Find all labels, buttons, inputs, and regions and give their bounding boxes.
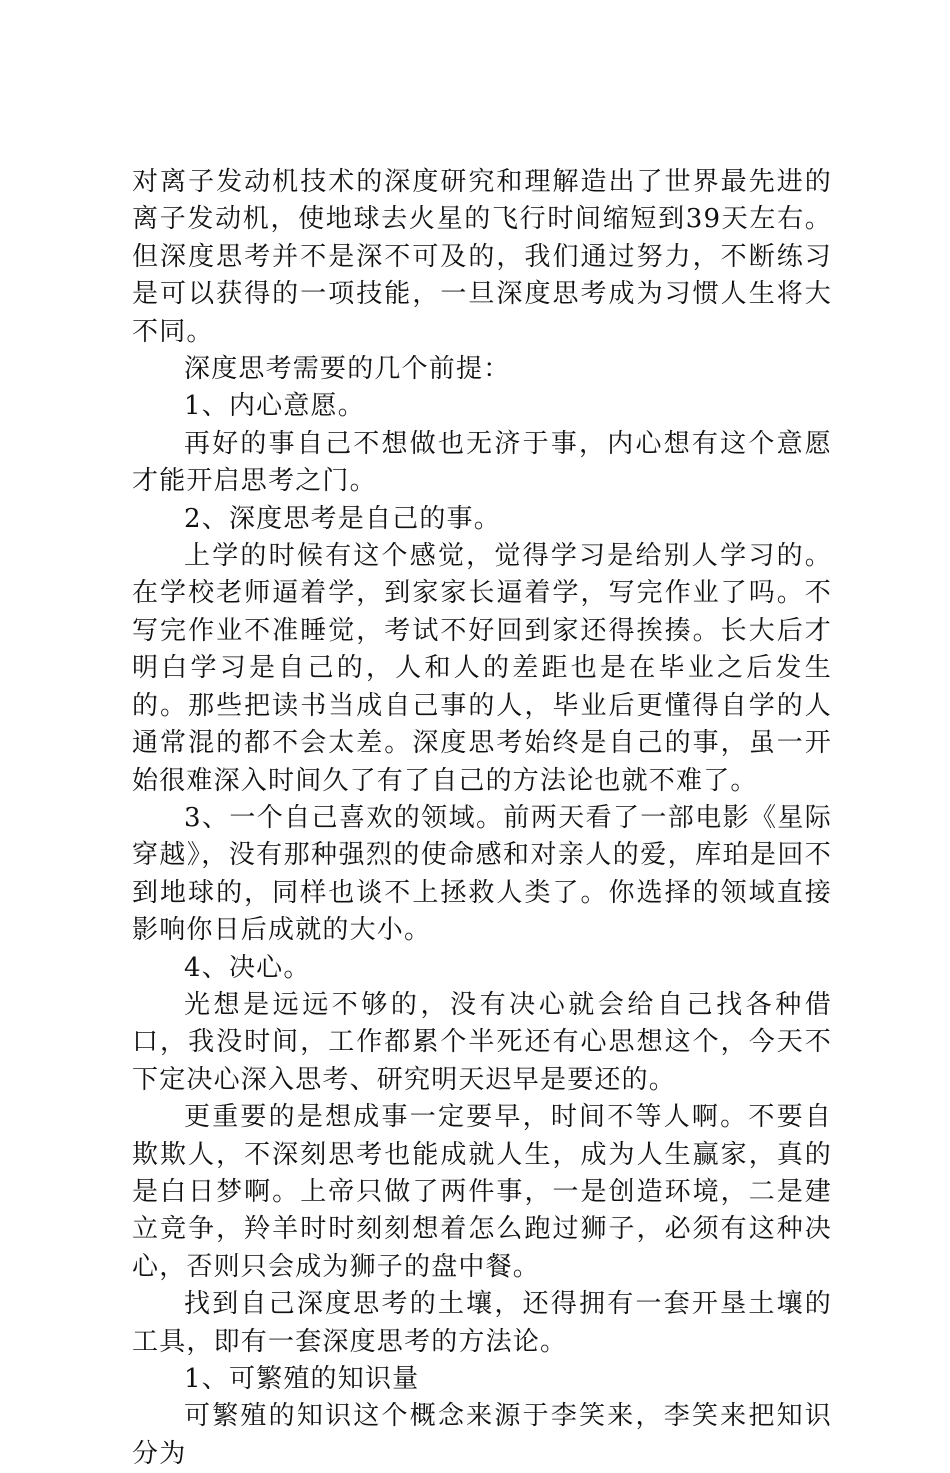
document-page <box>132 164 832 1473</box>
list-item-own-business: 2、深度思考是自己的事。 <box>184 503 501 534</box>
paragraph-methodology: 找到自己深度思考的土壤，还得拥有一套开垦土壤的工具，即有一套深度思考的方法论。 <box>132 1289 832 1357</box>
paragraph-start-early: 更重要的是想成事一定要早，时间不等人啊。不要自欺欺人，不深刻思考也能成就人生，成为人生赢家，真的是白日梦啊。上帝只做了两件事，一是创造环境，二是建立竞争，羚羊时时刻刻想着怎么跑过狮子，必须有这种决心，否则只会成为狮子的盘中餐。 <box>132 1102 832 1282</box>
list-item-knowledge: 1、可繁殖的知识量 <box>184 1364 420 1394</box>
paragraph-willingness: 再好的事自己不想做也无济于事，内心想有这个意愿才能开启思考之门。 <box>132 428 832 497</box>
list-item-willingness: 1、内心意愿。 <box>184 391 365 422</box>
list-item-favorite-field: 3、一个自己喜欢的领域。前两天看了一部电影《星际穿越》，没有那种强烈的使命感和对亲人的爱，库珀是回不到地球的，同样也谈不上拯救人类了。你选择的领域直接影响你日后成就的大小。 <box>132 802 832 946</box>
paragraph-ion-engine: 对离子发动机技术的深度研究和理解造出了世界最先进的离子发动机，使地球去火星的飞行时间缩短到39天左右。但深度思考并不是深不可及的，我们通过努力，不断练习是可以获得的一项技能，一旦深度思考成为习惯人生将大不同。 <box>132 167 832 347</box>
paragraph-determination: 光想是远远不够的，没有决心就会给自己找各种借口，我没时间，工作都累个半死还有心思想这个，今天不下定决心深入思考、研究明天迟早是要还的。 <box>132 989 832 1095</box>
paragraph-prerequisites-heading: 深度思考需要的几个前提： <box>184 354 511 385</box>
list-item-determination: 4、决心。 <box>184 952 311 983</box>
paragraph-knowledge: 可繁殖的知识这个概念来源于李笑来，李笑来把知识分为 <box>132 1401 832 1469</box>
paragraph-own-business: 上学的时候有这个感觉，觉得学习是给别人学习的。在学校老师逼着学，到家家长逼着学，写完作业了吗。不写完作业不准睡觉，考试不好回到家还得挨揍。长大后才明白学习是自己的，人和人的差距也是在毕业之后发生的。那些把读书当成自己事的人，毕业后更懂得自学的人通常混的都不会太差。深度思考始终是自己的事，虽一开始很难深入时间久了有了自己的方法论也就不难了。 <box>132 541 832 796</box>
